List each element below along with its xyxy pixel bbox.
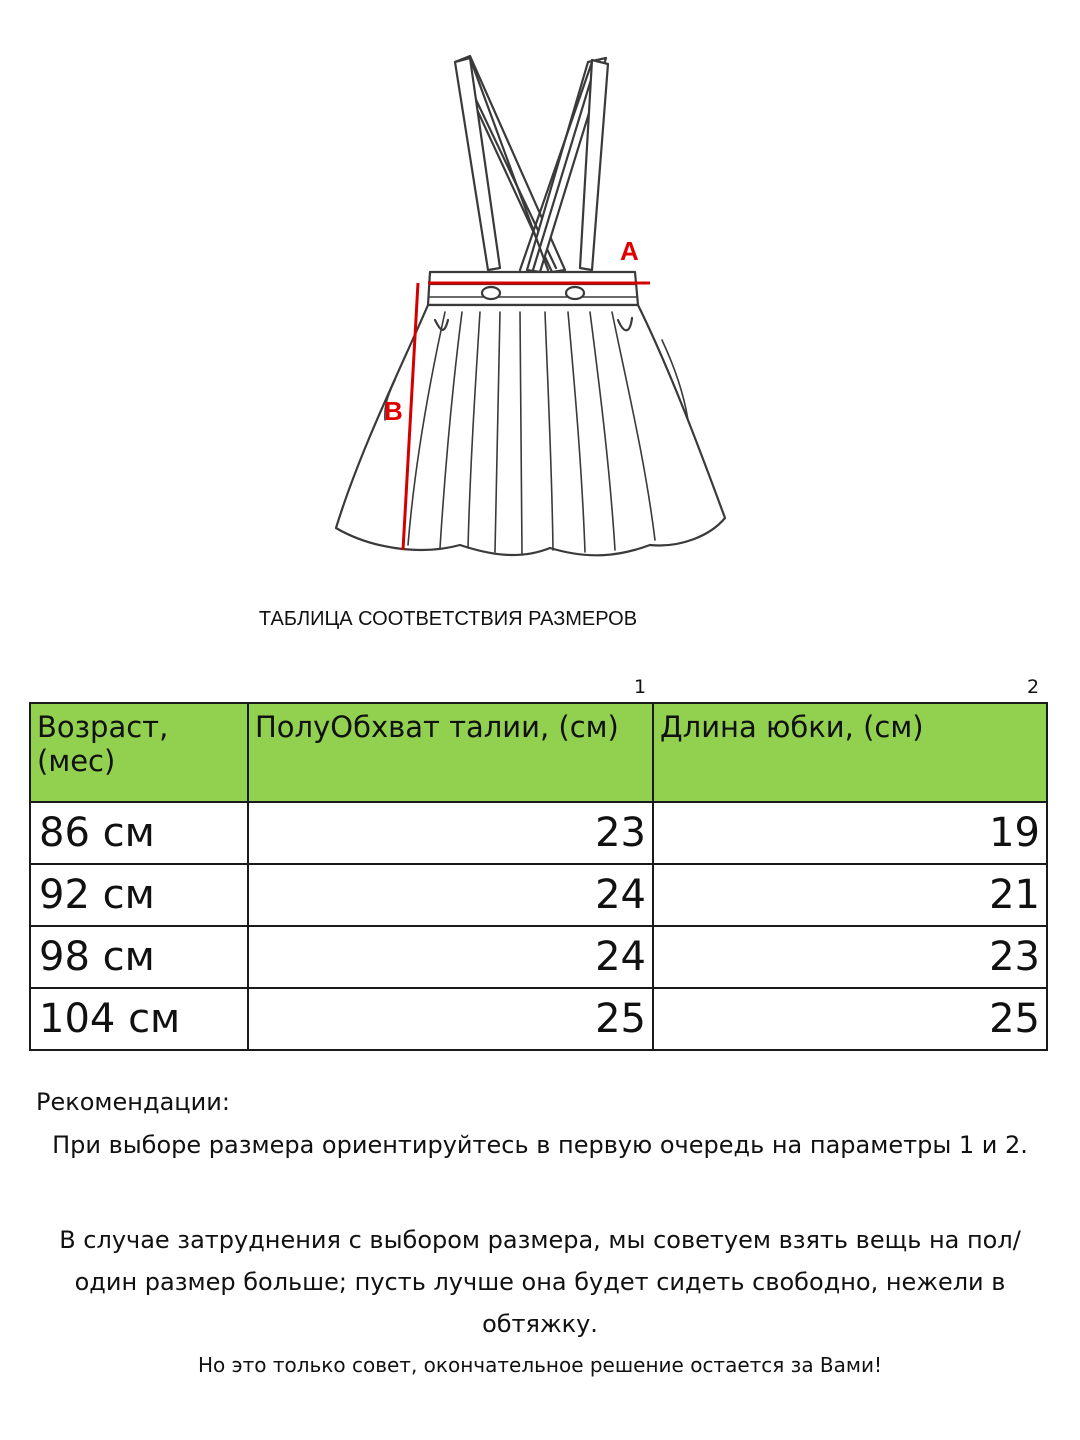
cell-length: 23: [653, 926, 1047, 988]
cell-age: 98 см: [30, 926, 248, 988]
pinafore-skirt-drawing: [0, 0, 1080, 580]
table-row: [30, 988, 1047, 1050]
column-number-2: 2: [1027, 676, 1040, 698]
cell-waist: 24: [248, 926, 653, 988]
recommendation-paragraph-3: Но это только совет, окончательное решение остается за Вами!: [197, 1353, 883, 1377]
table-row: [30, 802, 1047, 864]
cell-waist: 23: [248, 802, 653, 864]
cell-length: 25: [653, 988, 1047, 1050]
cell-age: 86 см: [30, 802, 248, 864]
marker-b-label: B: [384, 396, 403, 426]
cell-age: 104 см: [30, 988, 248, 1050]
recommendation-paragraph-2: В случае затруднения с выбором размера, мы советуем взять вещь на пол/один размер больше; пусть лучше она будет сидеть свободно, нежели в обтяжку.: [59, 1226, 1021, 1338]
table-header-row: [30, 703, 1047, 802]
column-number-1: 1: [634, 676, 647, 698]
cell-age: 92 см: [30, 864, 248, 926]
size-table: [29, 702, 1048, 1051]
table-row: [30, 926, 1047, 988]
cell-length: 19: [653, 802, 1047, 864]
recommendation-paragraph-1: При выборе размера ориентируйтесь в первую очередь на параметры 1 и 2.: [52, 1131, 1028, 1159]
header-length: Длина юбки, (см): [653, 703, 1047, 802]
table-title: ТАБЛИЦА СООТВЕТСТВИЯ РАЗМЕРОВ: [258, 608, 638, 630]
header-waist: ПолуОбхват талии, (см): [248, 703, 653, 802]
cell-waist: 25: [248, 988, 653, 1050]
table-row: [30, 864, 1047, 926]
recommendations-heading: Рекомендации:: [36, 1088, 230, 1116]
marker-a-label: A: [620, 236, 639, 266]
cell-length: 21: [653, 864, 1047, 926]
header-age: Возраст, (мес): [30, 703, 248, 802]
cell-waist: 24: [248, 864, 653, 926]
